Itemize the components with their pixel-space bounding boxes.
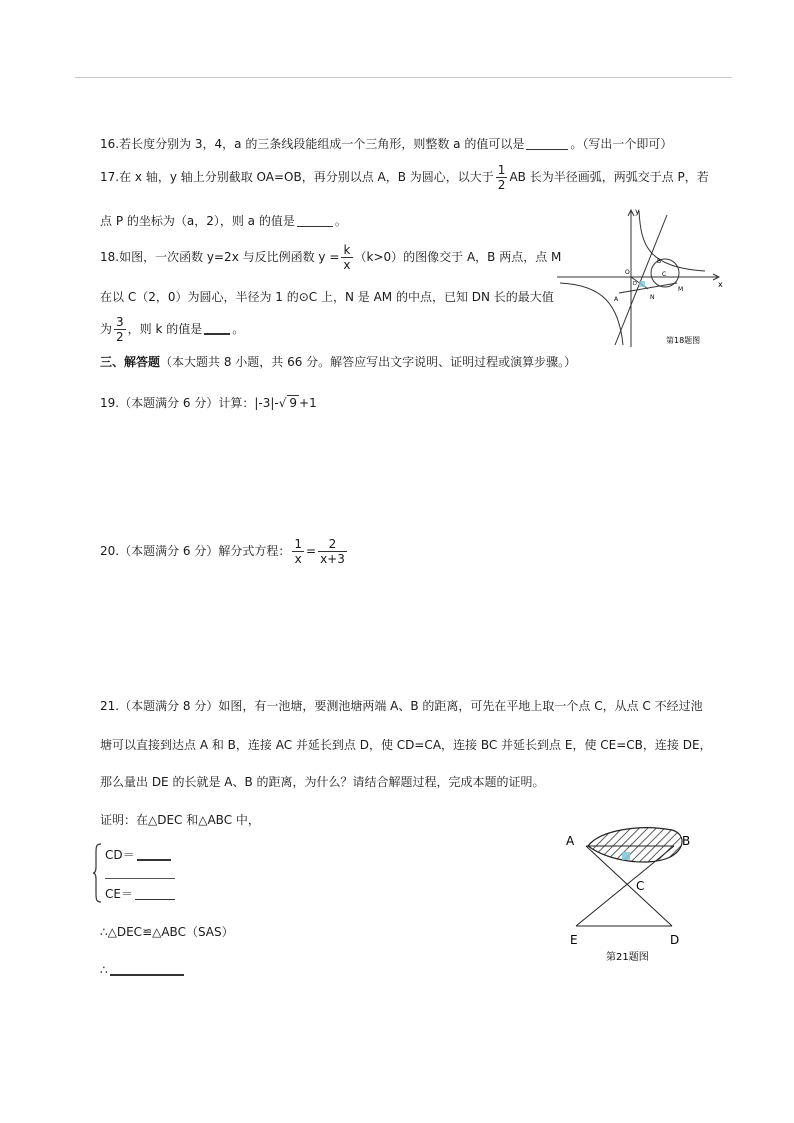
proof-conclusion: ∴△DEC≌△ABC（SAS）: [100, 925, 234, 939]
proof-therefore: ∴: [100, 962, 186, 977]
label-m: M: [678, 286, 684, 293]
figure-18-caption: 第18题图: [666, 336, 701, 345]
segment-am: [619, 283, 677, 293]
figure-21: [560, 822, 705, 967]
question-18-line1: 18.如图，一次函数 y=2x 与反比例函数 y = $\frac{k}{x}$ （k>0）的图像交于 A，B 两点，点 M: [100, 243, 562, 272]
label-c: C: [662, 271, 667, 278]
question-21-line1: 21.（本题满分 8 分）如图，有一池塘，要测池塘两端 A、B 的距离，可先在平地上取一个点 C，从点 C 不经过池: [100, 699, 703, 713]
label-d: D: [670, 933, 680, 947]
question-19: 19.（本题满分 6 分）计算：|-3|-√ 9 +1: [100, 396, 317, 410]
question-17-line1: 17.在 x 轴，y 轴上分别截取 OA=OB，再分别以点 A，B 为圆心，以大于 $\frac{1}{2}$ AB 长为半径画弧，两弧交于点 P，若: [100, 163, 709, 192]
highlight-mark: [622, 852, 630, 860]
label-a: A: [614, 296, 619, 303]
answer-blank[interactable]: [204, 321, 230, 335]
fraction-left: $\frac{1}{x}$: [294, 537, 302, 566]
question-20: 20.（本题满分 6 分）解分式方程： $\frac{1}{x}$ = $\frac{2}{x+3}$: [100, 537, 345, 566]
answer-blank[interactable]: [526, 137, 568, 150]
fraction-right: $\frac{2}{x+3}$: [320, 537, 345, 566]
fraction-one-half: $\frac{1}{2}$: [497, 163, 506, 192]
label-e: E: [570, 933, 578, 947]
answer-blank[interactable]: [135, 887, 175, 900]
figure-18: [555, 205, 735, 355]
fraction-three-halves: $\frac{3}{2}$: [116, 315, 124, 344]
label-o: O: [625, 269, 630, 276]
label-b: B: [657, 258, 662, 265]
figure-21-caption: 第21题图: [606, 952, 649, 963]
header-rule: [75, 77, 732, 78]
label-x: x: [718, 280, 723, 289]
hyperbola-branch-1: [639, 211, 705, 271]
question-21-line2: 塘可以直接到达点 A 和 B，连接 AC 并延长到点 D，使 CD=CA，连接 BC 并延长到点 E，使 CE=CB，连接 DE，: [100, 738, 712, 752]
sqrt-sign: √: [278, 396, 287, 410]
question-16: 16.若长度分别为 3，4，a 的三条线段能组成一个三角形，则整数 a 的值可以是 。（写出一个即可）: [100, 137, 673, 151]
section-3-header: 三、解答题（本大题共 8 小题，共 66 分。解答应写出文字说明、证明过程或演算步骤。）: [100, 355, 577, 369]
question-18-line2: 在以 C（2，0）为圆心，半径为 1 的⊙C 上，N 是 AM 的中点，已知 DN 长的最大值: [100, 290, 554, 304]
hyperbola-branch-2: [560, 283, 623, 345]
proof-condition-1: CD＝: [105, 846, 173, 863]
question-17-line2: 点 P 的坐标为（a，2），则 a 的值是 。: [100, 214, 347, 228]
label-a: A: [566, 834, 575, 848]
question-21-line3: 那么量出 DE 的长就是 A、B 的距离，为什么？请结合解题过程，完成本题的证明。: [100, 775, 545, 789]
brace-left: [92, 843, 102, 903]
proof-condition-2-blank[interactable]: [105, 866, 175, 879]
pond: [588, 828, 682, 862]
label-d: D: [633, 281, 637, 287]
answer-blank[interactable]: [137, 847, 171, 861]
answer-blank[interactable]: [110, 962, 184, 976]
proof-intro: 证明：在△DEC 和△ABC 中，: [100, 813, 260, 827]
question-18-line3: 为 $\frac{3}{2}$ ，则 k 的值是 。: [100, 315, 245, 344]
highlight-mark: [639, 281, 645, 287]
label-c: C: [636, 879, 645, 893]
answer-blank[interactable]: [297, 214, 333, 227]
label-n: N: [650, 294, 655, 301]
line-y-2x: [615, 215, 667, 345]
proof-condition-3: CE＝: [105, 885, 177, 902]
fraction-k-over-x: $\frac{k}{x}$: [343, 243, 351, 272]
label-b: B: [682, 834, 691, 848]
label-y: y: [635, 207, 640, 216]
